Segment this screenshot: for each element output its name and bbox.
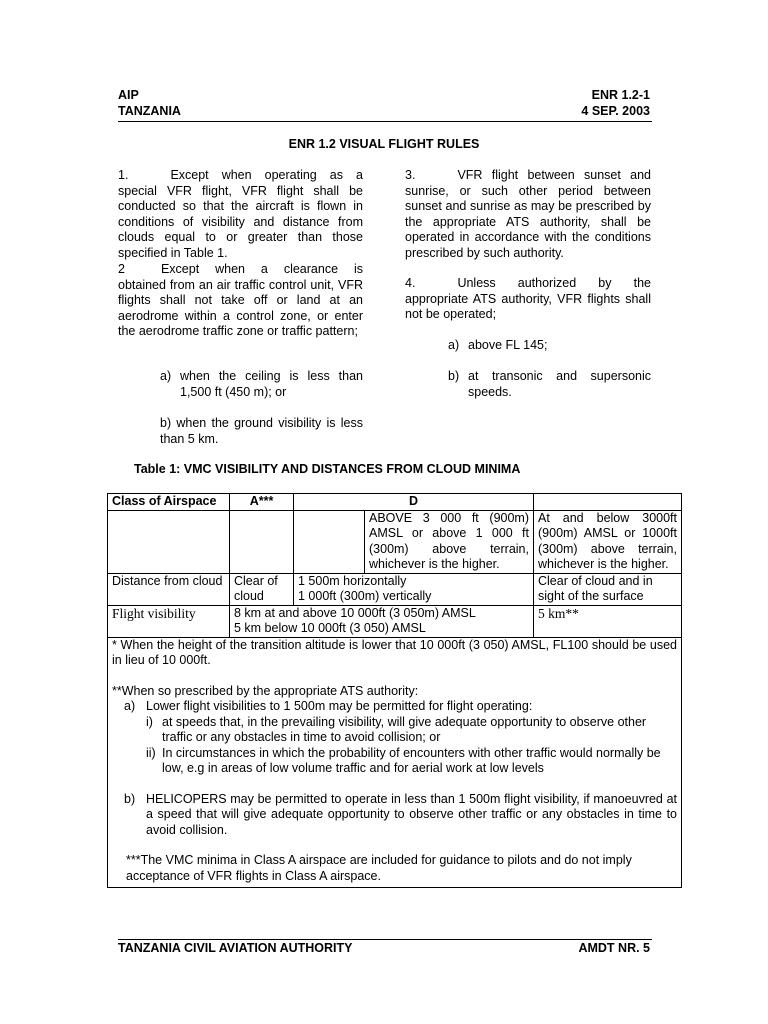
visibility-below: 5 km below 10 000ft (3 050) AMSL [234, 621, 426, 635]
header-class-g-spacer [534, 494, 682, 511]
page-title: ENR 1.2 VISUAL FLIGHT RULES [288, 137, 480, 151]
header-class-a: A*** [230, 494, 294, 511]
left-item-a [160, 369, 363, 400]
header-divider [118, 121, 652, 122]
para2-text: Except when a clearance is obtained from an air traffic control unit, VFR flights shall not take off or land at an aerodrome within a control zone, or enter the aerodrome traffic zone or traffic pattern; [118, 262, 363, 338]
note-item-a-ii [112, 746, 677, 777]
empty-cell [230, 510, 294, 573]
para1-text: Except when operating as a special VFR flight, VFR flight shall be conducted so that the aircraft is flown in conditions of visibility and distance from clouds equal to or greater than those specified in Table 1. [118, 168, 363, 260]
distance-from-cloud-label: Distance from cloud [108, 573, 230, 605]
distance-class-a: Clear of cloud [230, 573, 294, 605]
country-name: TANZANIA [118, 103, 181, 118]
right-item-b-text: at transonic and supersonic speeds. [468, 369, 651, 399]
table-notes [108, 637, 682, 888]
distance-horizontal: 1 500m horizontally [298, 573, 407, 588]
g-below-condition: At and below 3000ft (900m) AMSL or 1000ft (300m) above terrain, whichever is the higher. [534, 510, 682, 573]
note-item-a [112, 699, 677, 715]
table-header-row [108, 494, 682, 511]
table-row-visibility [108, 605, 682, 637]
table-row-notes [108, 637, 682, 888]
right-item-a-label: a) [448, 338, 460, 352]
page-reference: ENR 1.2-1 [591, 88, 650, 102]
note-ats-authority: **When so prescribed by the appropriate ATS authority: [112, 683, 419, 698]
left-column-para2 [118, 262, 363, 340]
effective-date: 4 SEP. 2003 [581, 103, 650, 118]
note-item-a-i [112, 715, 677, 746]
para4-text: Unless authorized by the appropriate ATS authority, VFR flights shall not be operated; [405, 276, 651, 321]
para2-number: 2 [118, 262, 125, 276]
note-item-a-i-label: i) [146, 714, 153, 729]
note-item-b-label: b) [124, 791, 136, 806]
visibility-above: 8 km at and above 10 000ft (3 050m) AMSL [234, 605, 476, 620]
left-item-b [160, 416, 363, 447]
header-left [118, 88, 181, 119]
note-item-b-text: HELICOPERS may be permitted to operate in less than 1 500m flight visibility, if manoeuvred at a speed that will give adequate opportunity to observe other traffic or any obstacles in time to avoid collision. [146, 791, 677, 837]
flight-visibility-values [230, 605, 534, 637]
para3-number: 3. [405, 168, 416, 182]
footer-authority: TANZANIA CIVIL AVIATION AUTHORITY [118, 941, 353, 955]
vmc-minima-table [107, 493, 682, 888]
empty-cell [294, 510, 365, 573]
left-item-b-label: b) [160, 416, 172, 430]
note-item-a-ii-label: ii) [146, 745, 156, 760]
doc-series: AIP [118, 88, 139, 102]
right-item-a-text: above FL 145; [468, 338, 548, 352]
table-caption: Table 1: VMC VISIBILITY AND DISTANCES FROM CLOUD MINIMA [134, 462, 521, 476]
g-above-condition: ABOVE 3 000 ft (900m) AMSL or above 1 000 ft (300m) above terrain, whichever is the higher. [365, 510, 534, 573]
left-column-para1 [118, 168, 363, 261]
header-right [581, 88, 650, 119]
note-item-a-i-text: at speeds that, in the prevailing visibility, will give adequate opportunity to observe other traffic or any obstacles in time to avoid collision; or [162, 714, 647, 744]
para1-number: 1. [118, 168, 129, 182]
left-item-a-label: a) [160, 369, 172, 383]
footer-amendment: AMDT NR. 5 [578, 941, 650, 955]
footer-divider [118, 939, 652, 940]
header-class-of-airspace: Class of Airspace [108, 494, 230, 511]
visibility-class-g: 5 km** [534, 605, 682, 637]
right-item-b-label: b) [448, 369, 460, 383]
distance-class-d [294, 573, 534, 605]
para4-number: 4. [405, 276, 416, 290]
note-class-a-minima: ***The VMC minima in Class A airspace are included for guidance to pilots and do not imply acceptance of VFR flights in Class A airspace. [126, 853, 632, 883]
right-item-a [448, 338, 651, 354]
right-column-para3 [405, 168, 651, 261]
table-row-g-split [108, 510, 682, 573]
note-transition-altitude: * When the height of the transition altitude is lower that 10 000ft (3 050) AMSL, FL100 should be used in lieu of 10 000ft. [112, 637, 677, 667]
note-item-a-text: Lower flight visibilities to 1 500m may be permitted for flight operating: [146, 699, 533, 713]
note-item-b [112, 792, 677, 839]
left-item-a-text: when the ceiling is less than 1,500 ft (450 m); or [180, 369, 363, 399]
left-item-b-text: when the ground visibility is less than 5 km. [160, 416, 363, 446]
note-item-a-label: a) [124, 699, 136, 713]
empty-cell [108, 510, 230, 573]
distance-class-g: Clear of cloud and in sight of the surface [534, 573, 682, 605]
note-item-a-ii-text: In circumstances in which the probability of encounters with other traffic would normally be low, e.g in areas of low volume traffic and for aerial work at low levels [162, 745, 661, 775]
right-item-b [448, 369, 651, 400]
header-class-d: D [294, 494, 534, 511]
para3-text: VFR flight between sunset and sunrise, or such other period between sunset and sunrise as may be prescribed by the appropriate ATS authority, shall be operated in accordance with the conditions prescribed by such authority. [405, 168, 651, 260]
distance-vertical: 1 000ft (300m) vertically [298, 589, 432, 603]
right-column-para4 [405, 276, 651, 323]
flight-visibility-label: Flight visibility [108, 605, 230, 637]
table-row-distance [108, 573, 682, 605]
